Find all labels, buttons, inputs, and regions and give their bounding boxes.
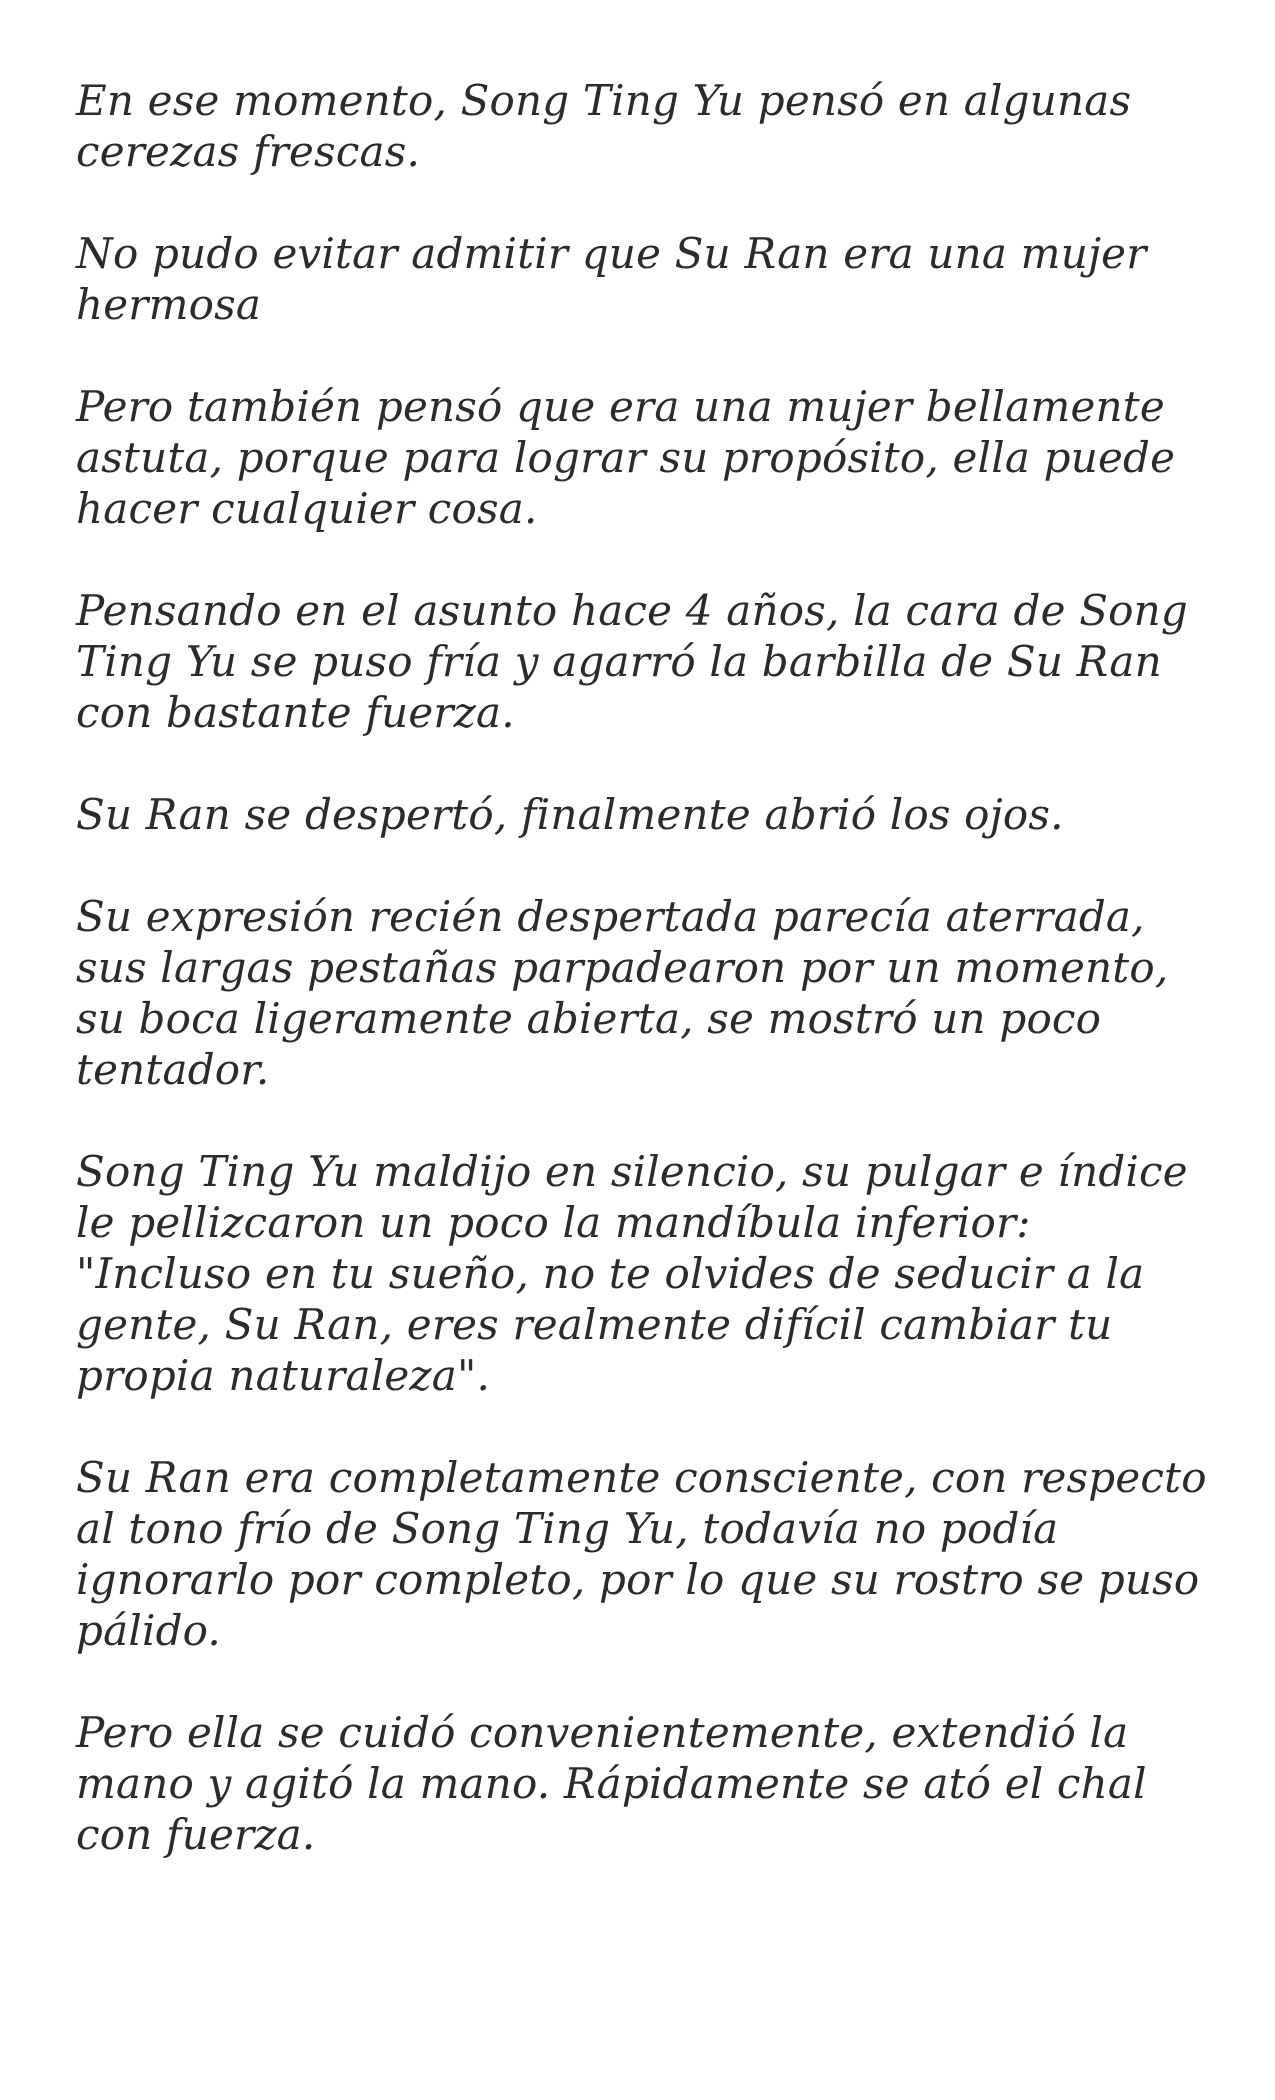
text-line: propia naturaleza".: [76, 1351, 491, 1400]
paragraph: [76, 381, 1216, 534]
text-line: "Incluso en tu sueño, no te olvides de seducir a la: [76, 1249, 1145, 1298]
text-line: tentador.: [76, 1045, 270, 1094]
text-line: con fuerza.: [76, 1810, 316, 1859]
text-line: Su Ran era completamente consciente, con respecto: [76, 1453, 1207, 1502]
text-line: hacer cualquier cosa.: [76, 484, 538, 533]
paragraph: [76, 1452, 1216, 1656]
paragraph: [76, 891, 1216, 1095]
paragraph: [76, 585, 1216, 738]
text-line: le pellizcaron un poco la mandíbula inferior:: [76, 1198, 1031, 1247]
text-line: En ese momento, Song Ting Yu pensó en algunas: [76, 76, 1132, 125]
text-line: pálido.: [76, 1606, 221, 1655]
text-line: mano y agitó la mano. Rápidamente se ató el chal: [76, 1759, 1147, 1808]
text-line: Song Ting Yu maldijo en silencio, su pulgar e índice: [76, 1147, 1188, 1196]
text-line: su boca ligeramente abierta, se mostró un poco: [76, 994, 1102, 1043]
text-line: con bastante fuerza.: [76, 688, 515, 737]
text-line: al tono frío de Song Ting Yu, todavía no podía: [76, 1504, 1059, 1553]
text-line: Pero también pensó que era una mujer bellamente: [76, 382, 1165, 431]
text-line: astuta, porque para lograr su propósito, ella puede: [76, 433, 1176, 482]
text-line: Su Ran se despertó, finalmente abrió los ojos.: [76, 790, 1064, 839]
paragraph: [76, 1707, 1216, 1860]
text-line: sus largas pestañas parpadearon por un momento,: [76, 943, 1169, 992]
text-line: Pensando en el asunto hace 4 años, la cara de Song: [76, 586, 1189, 635]
text-line: Su expresión recién despertada parecía aterrada,: [76, 892, 1145, 941]
paragraph: [76, 228, 1216, 330]
paragraph: [76, 1146, 1216, 1401]
paragraph: [76, 789, 1216, 840]
text-line: cerezas frescas.: [76, 127, 421, 176]
text-body: [76, 75, 1216, 1911]
text-line: Pero ella se cuidó convenientemente, extendió la: [76, 1708, 1129, 1757]
text-line: No pudo evitar admitir que Su Ran era una mujer: [76, 229, 1147, 278]
text-line: Ting Yu se puso fría y agarró la barbilla de Su Ran: [76, 637, 1162, 686]
text-line: ignorarlo por completo, por lo que su rostro se puso: [76, 1555, 1200, 1604]
text-line: gente, Su Ran, eres realmente difícil cambiar tu: [76, 1300, 1113, 1349]
paragraph: [76, 75, 1216, 177]
text-line: hermosa: [76, 280, 262, 329]
